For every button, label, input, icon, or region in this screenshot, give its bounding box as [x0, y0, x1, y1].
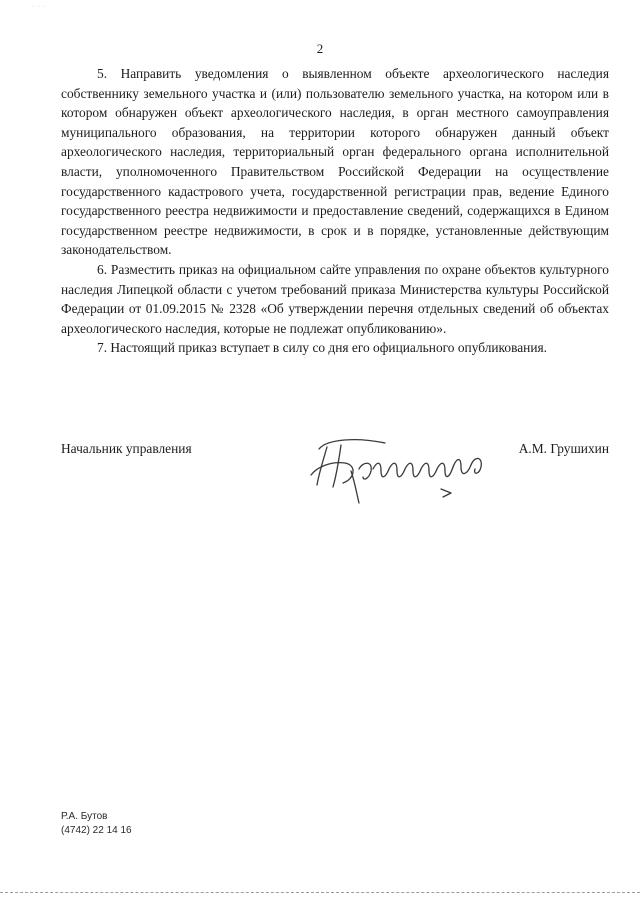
signatory-position: Начальник управления: [61, 441, 192, 456]
paragraph-notifications: 5. Направить уведомления о выявленном объекте археологического наследия собственнику земельного участка и (или) пользователю земельного участка, на котором или в котором обнаружен объект археологического наследия, в орган местного самоуправления муниципального образования, на территории которого обнаружен данный объект археологического наследия, территориальный орган федерального органа исполнительной власти, уполномоченного Правительством Российской Федерации на осуществление государственного кадастрового учета, государственной регистрации прав, ведение Единого государственного реестра недвижимости и предоставление сведений, содержащихся в Едином государственном реестре недвижимости, в срок и в порядке, установленные действующим законодательством.: [61, 66, 609, 258]
signatory-name: А.М. Грушихин: [518, 441, 609, 456]
scan-bottom-edge: [0, 892, 640, 893]
paragraph-effective: 7. Настоящий приказ вступает в силу со дня его официального опубликования.: [97, 340, 547, 356]
page-number: 2: [316, 41, 324, 56]
paragraph-publication: 6. Разместить приказ на официальном сайте управления по охране объектов культурного наследия Липецкой области с учетом требований приказа Министерства культуры Российской Федерации от 01.09.2015 № 2328 «Об утверждении перечня отдельных сведений об объектах археологического наследия, которые не подлежат опубликованию».: [61, 261, 609, 336]
executor-phone: (4742) 22 14 16: [61, 825, 132, 836]
signature-block: [61, 441, 609, 521]
executor-name: Р.А. Бутов: [61, 811, 108, 822]
handwritten-signature: [297, 427, 507, 507]
executor-info: [61, 810, 132, 838]
order-body: [61, 64, 609, 358]
scan-artifact: · · ·: [32, 4, 46, 10]
